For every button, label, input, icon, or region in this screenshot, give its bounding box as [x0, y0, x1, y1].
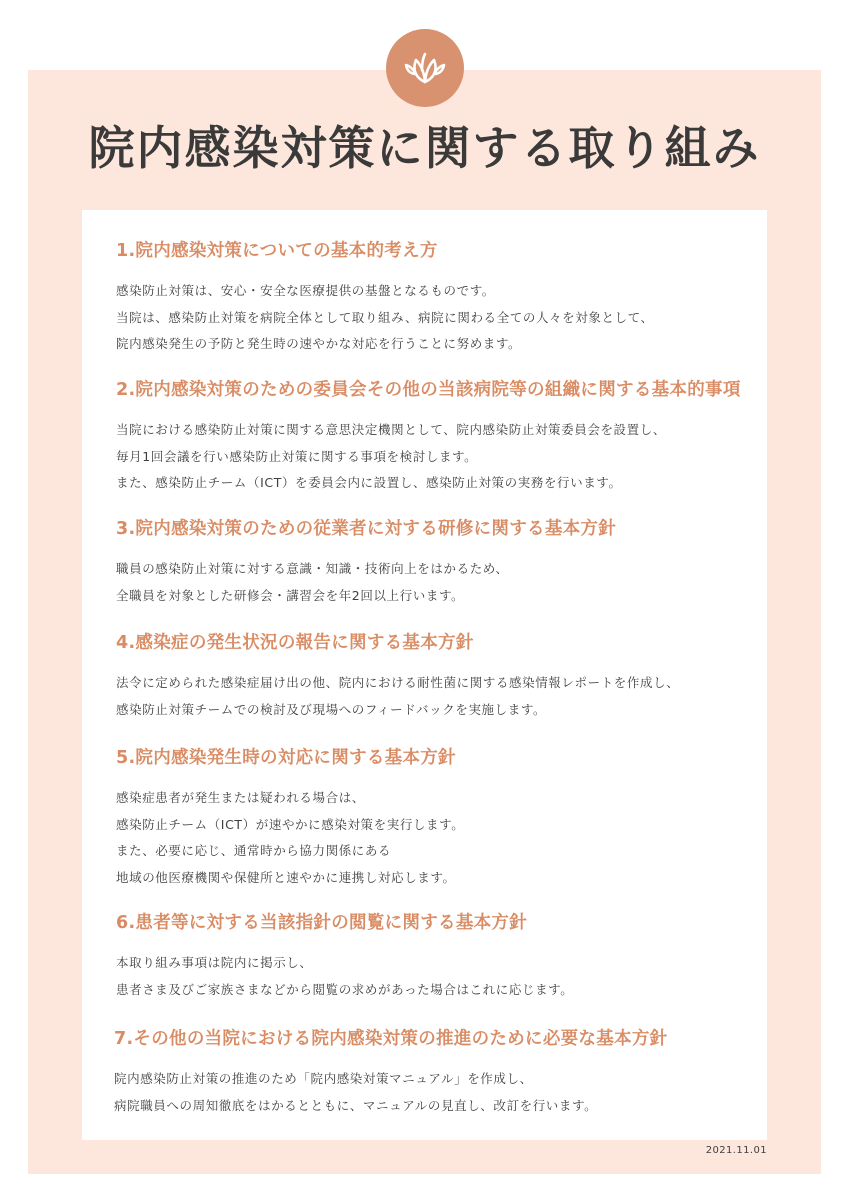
section-heading: 7.その他の当院における院内感染対策の推進のために必要な基本方針 [114, 1029, 668, 1049]
section-body [114, 1066, 754, 1119]
body-line: 当院は、感染防止対策を病院全体として取り組み、病院に関わる全ての人々を対象として、 [116, 309, 654, 325]
section-heading: 6.患者等に対する当該指針の閲覧に関する基本方針 [116, 913, 528, 933]
section-body [116, 670, 756, 723]
section-other-policies [114, 1026, 754, 1119]
body-line: 全職員を対象とした研修会・講習会を年2回以上行います。 [116, 587, 465, 603]
section-committee [116, 377, 756, 497]
body-line: 院内感染防止対策の推進のため「院内感染対策マニュアル」を作成し、 [114, 1071, 533, 1086]
body-line: 患者さま及びご家族さまなどから閲覧の求めがあった場合はこれに応じます。 [116, 981, 574, 997]
section-basic-concept [116, 238, 756, 358]
body-line: 当院における感染防止対策に関する意思決定機関として、院内感染防止対策委員会を設置し、 [116, 422, 666, 437]
body-line: 感染防止対策チームでの検討及び現場へのフィードバックを実施します。 [116, 701, 547, 717]
logo [386, 29, 464, 107]
section-outbreak-response [116, 745, 756, 891]
content-card [82, 210, 767, 1140]
section-body [116, 950, 756, 1003]
section-heading: 2.院内感染対策のための委員会その他の当該病院等の組織に関する基本的事項 [116, 380, 741, 400]
body-line: 職員の感染防止対策に対する意識・知識・技術向上をはかるため、 [116, 561, 509, 576]
body-line: 感染防止対策は、安心・安全な医療提供の基盤となるものです。 [116, 283, 495, 298]
body-line: 地域の他医療機関や保健所と速やかに連携し対応します。 [116, 869, 456, 885]
page-title: 院内感染対策に関する取り組み [88, 121, 761, 175]
section-body [116, 785, 756, 891]
section-disclosure [116, 910, 756, 1003]
issue-date: 2021.11.01 [705, 1145, 767, 1156]
body-line: 毎月1回会議を行い感染防止対策に関する事項を検討します。 [116, 448, 478, 464]
body-line: 本取り組み事項は院内に掲示し、 [116, 955, 313, 970]
body-line: 法令に定められた感染症届け出の他、院内における耐性菌に関する感染情報レポートを作成し、 [116, 675, 680, 690]
body-line: また、感染防止チーム（ICT）を委員会内に設置し、感染防止対策の実務を行います。 [116, 475, 622, 490]
section-heading: 1.院内感染対策についての基本的考え方 [116, 241, 438, 261]
section-heading: 3.院内感染対策のための従業者に対する研修に関する基本方針 [116, 519, 617, 539]
body-line: 感染症患者が発生または疑われる場合は、 [116, 790, 365, 805]
section-reporting [116, 630, 756, 723]
section-training [116, 516, 756, 609]
body-line: 病院職員への周知徹底をはかるとともに、マニュアルの見直し、改訂を行います。 [114, 1097, 598, 1113]
section-body [116, 556, 756, 609]
lotus-petals-icon [402, 48, 448, 88]
body-line: 院内感染発生の予防と発生時の速やかな対応を行うことに努めます。 [116, 336, 522, 351]
body-line: 感染防止チーム（ICT）が速やかに感染対策を実行します。 [116, 816, 465, 832]
body-line: また、必要に応じ、通常時から協力関係にある [116, 843, 392, 858]
section-body [116, 417, 756, 497]
section-heading: 5.院内感染発生時の対応に関する基本方針 [116, 748, 456, 768]
section-heading: 4.感染症の発生状況の報告に関する基本方針 [116, 633, 474, 653]
section-body [116, 278, 756, 358]
